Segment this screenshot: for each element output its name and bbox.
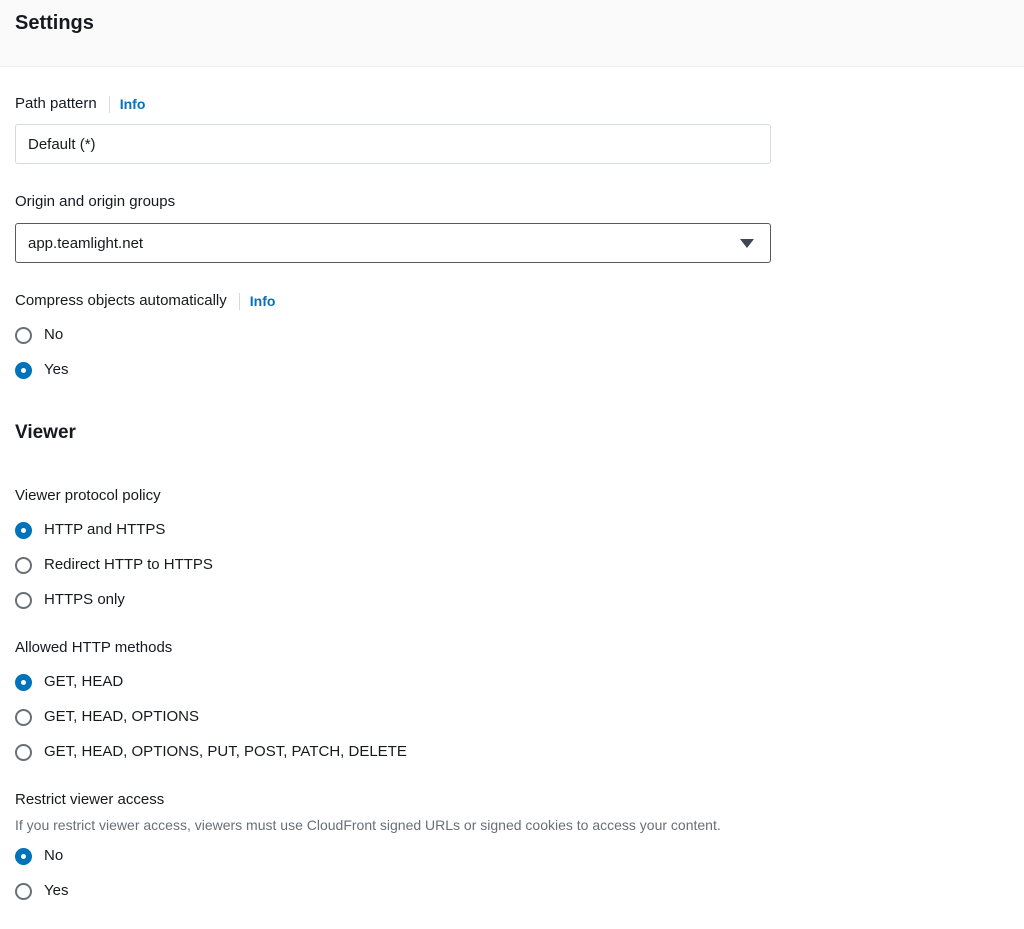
protocol-option-https-only[interactable] (15, 588, 1008, 612)
radio-label: Yes (44, 361, 69, 378)
settings-header (0, 0, 1024, 67)
origin-label: Origin and origin groups (15, 193, 176, 210)
methods-option-all[interactable] (15, 740, 1008, 764)
allowed-http-methods-label: Allowed HTTP methods (15, 639, 173, 656)
methods-option-get-head-options[interactable] (15, 705, 1008, 729)
radio-icon[interactable] (15, 883, 32, 900)
radio-icon[interactable] (15, 848, 32, 865)
settings-form (0, 67, 1024, 903)
compress-option-no[interactable] (15, 323, 1008, 347)
radio-label: Redirect HTTP to HTTPS (44, 556, 213, 573)
field-path-pattern (15, 95, 1008, 164)
radio-label: No (44, 847, 64, 864)
protocol-option-http-and-https[interactable] (15, 518, 1008, 542)
restrict-viewer-access-radio-group (15, 844, 1008, 903)
field-compress (15, 292, 1008, 382)
radio-icon[interactable] (15, 674, 32, 691)
path-pattern-info-link[interactable]: Info (119, 96, 146, 112)
compress-radio-group (15, 323, 1008, 382)
field-viewer-protocol-policy (15, 487, 1008, 612)
path-pattern-label: Path pattern (15, 95, 97, 112)
radio-label: HTTPS only (44, 591, 125, 608)
viewer-section-title: Viewer (15, 422, 76, 443)
field-allowed-http-methods (15, 639, 1008, 764)
protocol-option-redirect-http-to-https[interactable] (15, 553, 1008, 577)
radio-icon[interactable] (15, 709, 32, 726)
field-restrict-viewer-access (15, 791, 1008, 903)
radio-label: Yes (44, 882, 69, 899)
radio-icon[interactable] (15, 744, 32, 761)
origin-select[interactable] (15, 223, 771, 263)
label-separator (239, 293, 240, 310)
page-title: Settings (15, 12, 94, 34)
compress-info-link[interactable]: Info (249, 293, 276, 309)
compress-label: Compress objects automatically (15, 292, 227, 309)
viewer-protocol-policy-label: Viewer protocol policy (15, 487, 161, 504)
restrict-viewer-access-description: If you restrict viewer access, viewers must use CloudFront signed URLs or signed cookies to access your content. (15, 817, 721, 833)
allowed-http-methods-radio-group (15, 670, 1008, 764)
radio-label: GET, HEAD, OPTIONS (44, 708, 200, 725)
viewer-protocol-policy-radio-group (15, 518, 1008, 612)
radio-icon[interactable] (15, 522, 32, 539)
radio-icon[interactable] (15, 557, 32, 574)
restrict-viewer-access-label: Restrict viewer access (15, 791, 165, 808)
radio-label: No (44, 326, 64, 343)
radio-icon[interactable] (15, 362, 32, 379)
methods-option-get-head[interactable] (15, 670, 1008, 694)
path-pattern-input[interactable] (15, 124, 771, 164)
caret-down-icon (740, 239, 754, 248)
radio-icon[interactable] (15, 327, 32, 344)
radio-label: GET, HEAD, OPTIONS, PUT, POST, PATCH, DELETE (44, 743, 407, 760)
compress-option-yes[interactable] (15, 358, 1008, 382)
radio-label: HTTP and HTTPS (44, 521, 166, 538)
label-separator (109, 96, 110, 113)
restrict-option-yes[interactable] (15, 879, 1008, 903)
field-origin (15, 193, 1008, 263)
origin-select-value: app.teamlight.net (28, 234, 144, 252)
radio-icon[interactable] (15, 592, 32, 609)
radio-label: GET, HEAD (44, 673, 124, 690)
restrict-option-no[interactable] (15, 844, 1008, 868)
